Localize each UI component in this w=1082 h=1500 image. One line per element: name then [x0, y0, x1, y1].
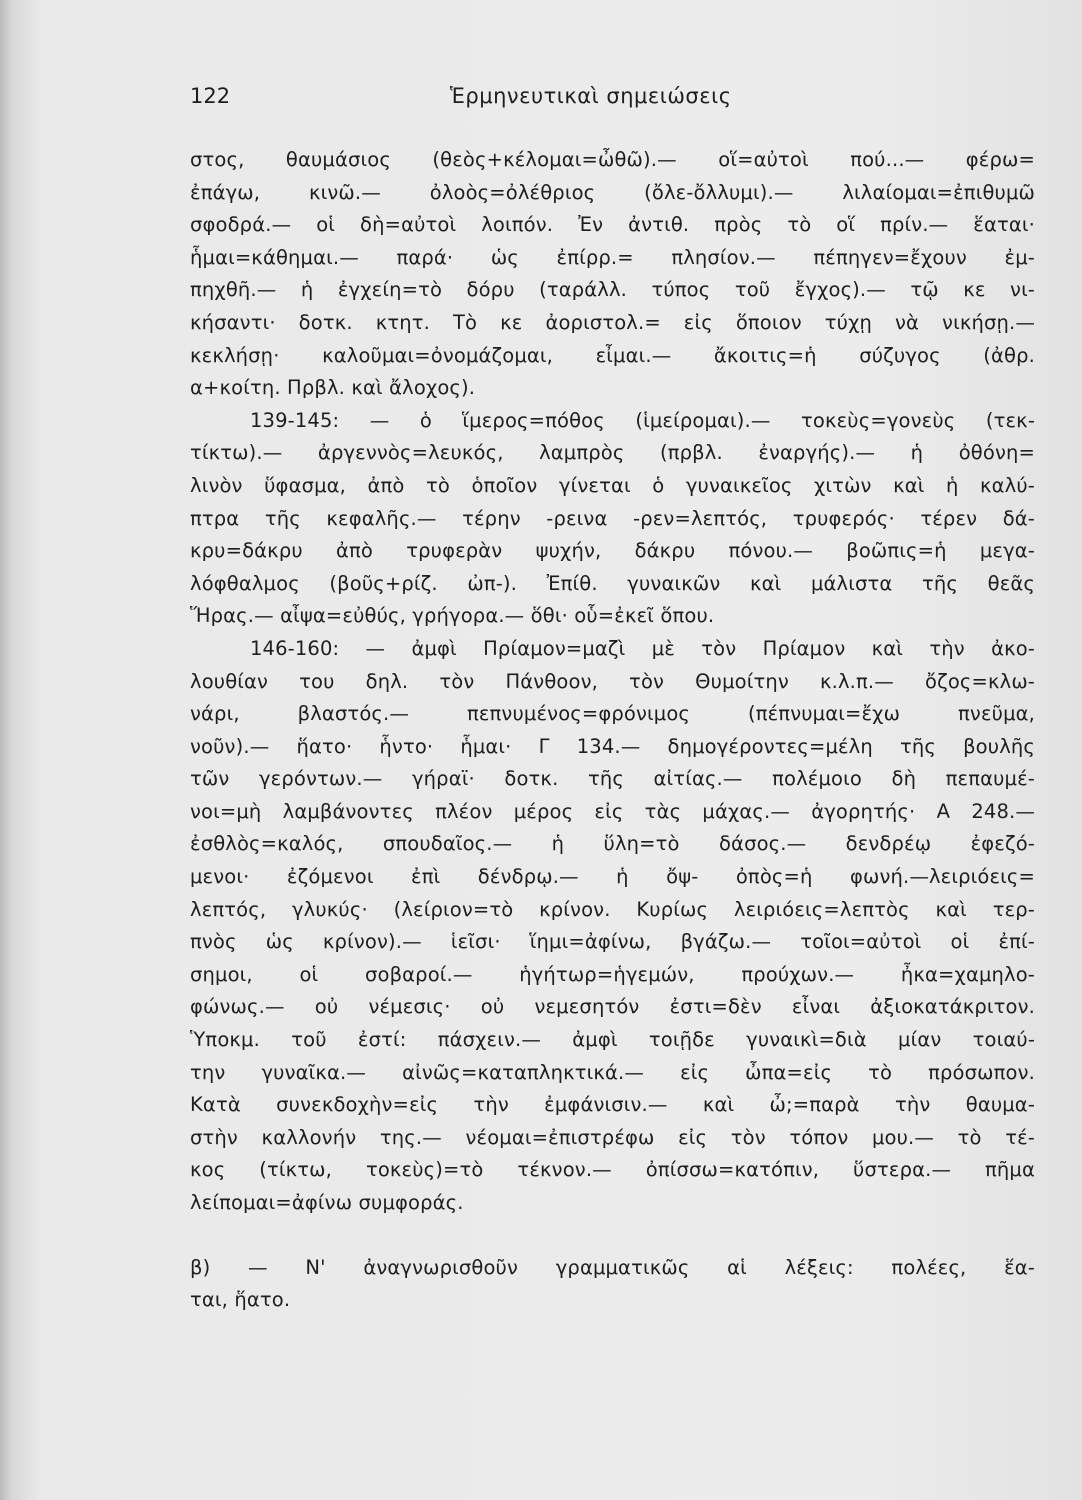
text-line: 146-160: — ἀμφὶ Πρίαμον=μαζὶ μὲ τὸν Πρίαμον καὶ τὴν ἀκο-	[250, 636, 1035, 660]
text-line: Κατὰ συνεκδοχὴν=εἰς τὴν ἐμφάνισιν.— καὶ ὦ;=παρὰ τὴν θαυμα-	[190, 1093, 1035, 1117]
exercise-line: ται, ἥατο.	[190, 1288, 291, 1312]
exercise-line: β) — Ν' ἀναγνωρισθοῦν γραμματικῶς αἱ λέξεις: πολέες, ἕα-	[190, 1255, 1035, 1279]
text-line: πηχθῆ.— ἡ ἐγχείη=τὸ δόρυ (ταράλλ. τύπος τοῦ ἔγχος).— τῷ κε νι-	[190, 278, 1035, 302]
running-title: Ἑρμηνευτικαὶ σημειώσεις	[450, 84, 732, 108]
text-line: μενοι· ἐζόμενοι ἐπὶ δένδρῳ.— ἡ ὄψ- ὀπὸς=ἡ φωνή.—λειριόεις=	[190, 865, 1035, 889]
text-line: λεπτός, γλυκύς· (λείριον=τὸ κρίνον. Κυρίως λειριόεις=λεπτὸς καὶ τερ-	[190, 897, 1035, 921]
text-line: φώνως.— οὐ νέμεσις· οὐ νεμεσητόν ἐστι=δὲν εἶναι ἀξιοκατάκριτον.	[190, 995, 1035, 1019]
page-number: 122	[190, 84, 231, 108]
text-line: λουθίαν του δηλ. τὸν Πάνθοον, τὸν Θυμοίτην κ.λ.π.— ὄζος=κλω-	[190, 669, 1035, 693]
text-line: στος, θαυμάσιος (θεὸς+κέλομαι=ὦθῶ).— οἵ=αὐτοὶ πού...— φέρω=	[190, 148, 1035, 171]
text-line: Ἥρας.— αἶψα=εὐθύς, γρήγορα.— ὅθι· οὗ=ἐκεῖ ὅπου.	[190, 604, 715, 628]
text-line: νοῦν).— ἥατο· ἧντο· ἧμαι· Γ 134.— δημογέροντες=μέλη τῆς βουλῆς	[190, 734, 1035, 758]
text-line: ἐπάγω, κινῶ.— ὀλοὸς=ὀλέθριος (ὄλε-ὄλλυμι).— λιλαίομαι=ἐπιθυμῶ	[190, 180, 1035, 204]
text-line: κήσαντι· δοτκ. κτητ. Τὸ κε ἀοριστολ.= εἰς ὅποιον τύχῃ νὰ νικήσῃ.—	[190, 310, 1035, 334]
text-line: τίκτω).— ἀργεννὸς=λευκός, λαμπρὸς (πρβλ. ἐναργής).— ἡ ὀθόνη=	[190, 441, 1035, 465]
text-line: κρυ=δάκρυ ἀπὸ τρυφερὰν ψυχήν, δάκρυ πόνου.— βοῶπις=ἡ μεγα-	[190, 539, 1035, 563]
text-line: πνὸς ὡς κρίνον).— ἱεῖσι· ἵημι=ἀφίνω, βγάζω.— τοῖοι=αὐτοὶ οἱ ἐπί-	[190, 930, 1035, 954]
text-line: ἧμαι=κάθημαι.— παρά· ὡς ἐπίρρ.= πλησίον.— πέπηγεν=ἔχουν ἐμ-	[190, 245, 1035, 269]
text-line: α+κοίτη. Πρβλ. καὶ ἄλοχος).	[190, 376, 476, 400]
text-line: στὴν καλλονήν της.— νέομαι=ἐπιστρέφω εἰς τὸν τόπον μου.— τὸ τέ-	[190, 1125, 1035, 1149]
text-line: τῶν γερόντων.— γήραϊ· δοτκ. τῆς αἰτίας.— πολέμοιο δὴ πεπαυμέ-	[190, 767, 1035, 791]
text-line: 139-145: — ὁ ἵμερος=πόθος (ἱμείρομαι).— τοκεὺς=γονεὺς (τεκ-	[250, 408, 1035, 432]
page-header	[190, 84, 1035, 124]
text-line: κεκλήσῃ· καλοῦμαι=ὀνομάζομαι, εἶμαι.— ἄκοιτις=ἡ σύζυγος (ἀθρ.	[190, 343, 1035, 367]
text-line: σφοδρά.— οἱ δὴ=αὐτοὶ λοιπόν. Ἐν ἀντιθ. πρὸς τὸ οἵ πρίν.— ἕαται·	[190, 213, 1035, 237]
text-line: νοι=μὴ λαμβάνοντες πλέον μέρος εἰς τὰς μάχας.— ἀγορητής· Α 248.—	[190, 799, 1035, 823]
paragraph-gap	[190, 1220, 1035, 1252]
text-line: ἐσθλὸς=καλός, σπουδαῖος.— ἡ ὕλη=τὸ δάσος.— δενδρέῳ ἐφεζό-	[190, 832, 1035, 856]
text-line: νάρι, βλαστός.— πεπνυμένος=φρόνιμος (πέπνυμαι=ἔχω πνεῦμα,	[190, 702, 1035, 726]
page-content	[190, 84, 1035, 1317]
text-line: λόφθαλμος (βοῦς+ρίζ. ὠπ-). Ἐπίθ. γυναικῶν καὶ μάλιστα τῆς θεᾶς	[190, 571, 1035, 595]
text-line: Ὑποκμ. τοῦ ἐστί: πάσχειν.— ἀμφὶ τοιῇδε γυναικὶ=διὰ μίαν τοιαύ-	[190, 1028, 1035, 1052]
text-line: σημοι, οἱ σοβαροί.— ἡγήτωρ=ἡγεμών, προύχων.— ἦκα=χαμηλο-	[190, 962, 1035, 986]
text-line: πτρα τῆς κεφαλῆς.— τέρην -ρεινα -ρεν=λεπτός, τρυφερός· τέρεν δά-	[190, 506, 1035, 530]
commentary-text	[190, 144, 1035, 1317]
text-line: κος (τίκτω, τοκεὺς)=τὸ τέκνον.— ὀπίσσω=κατόπιν, ὕστερα.— πῆμα	[190, 1158, 1035, 1182]
text-line: λινὸν ὕφασμα, ἀπὸ τὸ ὁποῖον γίνεται ὁ γυναικεῖος χιτὼν καὶ ἡ καλύ-	[190, 473, 1035, 497]
text-line: την γυναῖκα.— αἰνῶς=καταπληκτικά.— εἰς ὦπα=εἰς τὸ πρόσωπον.	[190, 1060, 1035, 1084]
text-line: λείπομαι=ἀφίνω συμφοράς.	[190, 1191, 464, 1214]
